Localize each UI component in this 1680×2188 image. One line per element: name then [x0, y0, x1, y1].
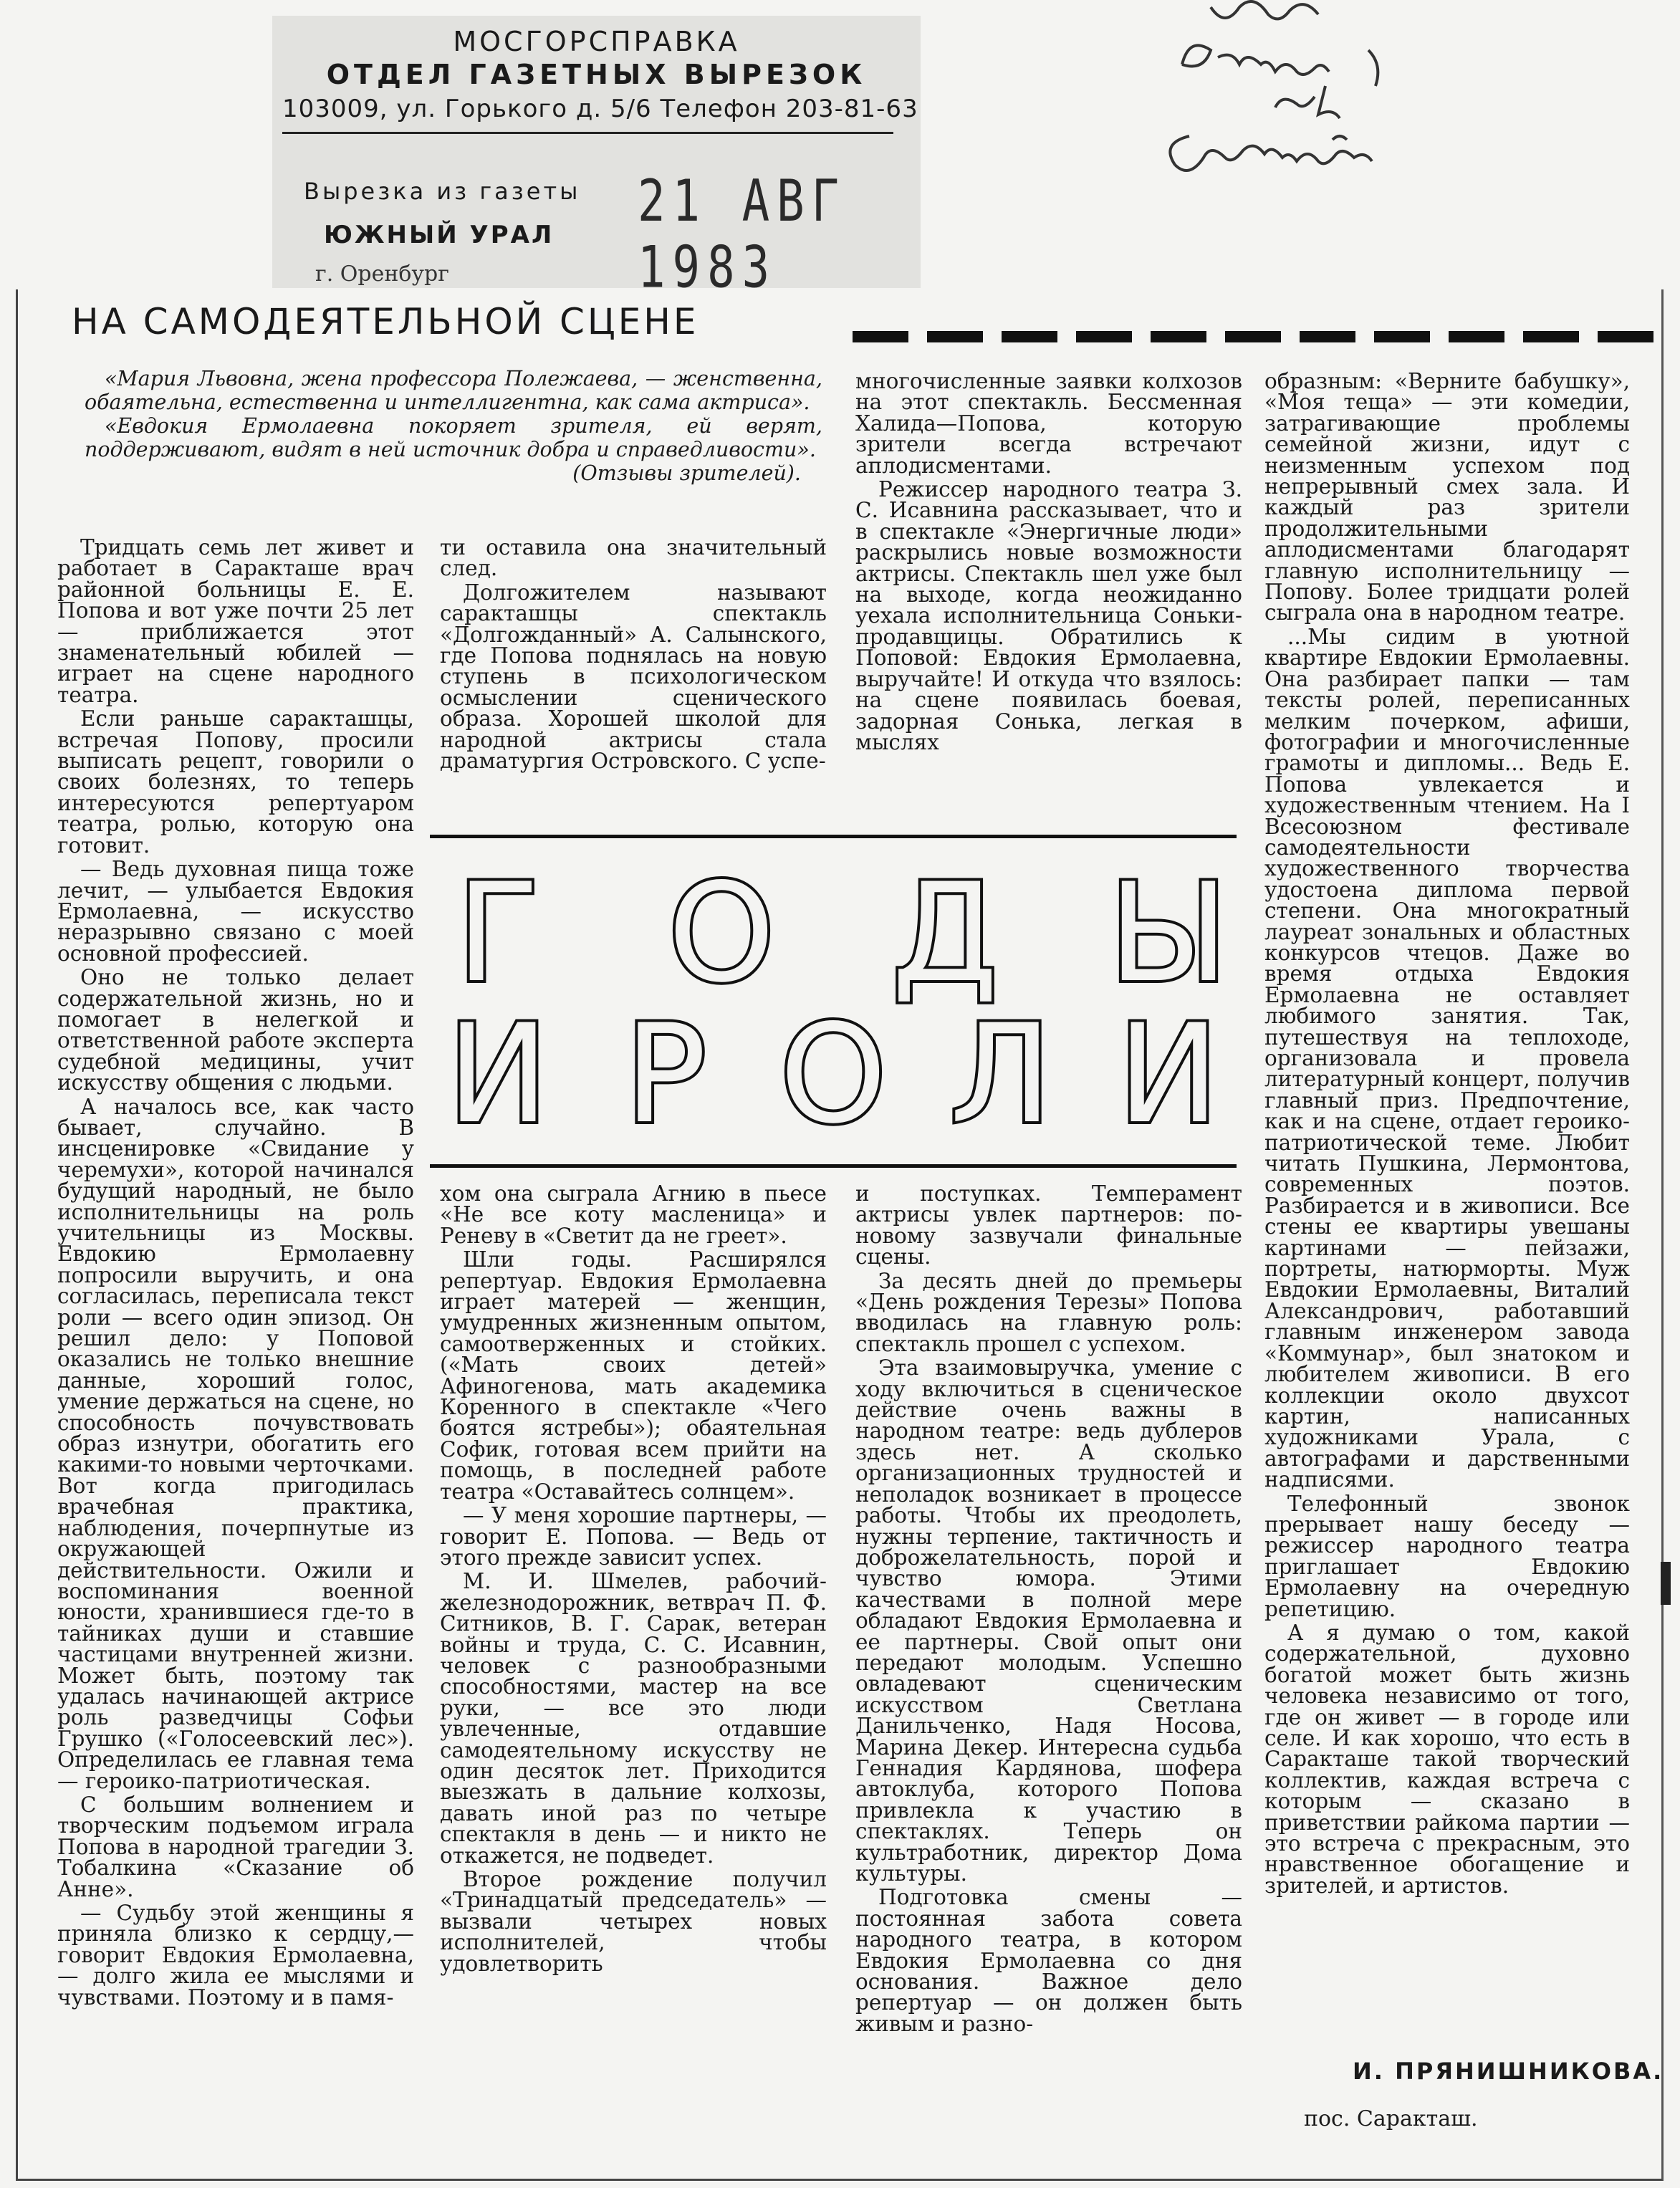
newspaper-name: ЮЖНЫЙ УРАЛ — [324, 221, 555, 249]
headline-letter: Р — [624, 995, 707, 1153]
paragraph: Если раньше саракташцы, встречая Попову, просили выписать рецепт, говорили о своих болезнях, то теперь интересуются репертуаром театра, ролью, которую она готовит. — [57, 706, 414, 858]
rubric-dash-rule — [853, 331, 1662, 342]
column-2-top — [440, 537, 827, 774]
paragraph: Оно не только делает содержательной жизнь, но и помогает в нелегкой и ответственной работе эксперта судебной медицины, учит искусству общения с людьми. — [57, 965, 414, 1095]
headline-letter: И — [1117, 995, 1220, 1153]
clip-label: Вырезка из газеты — [304, 178, 581, 205]
headline-letter: Д — [891, 854, 999, 1012]
paragraph: ...Мы сидим в уютной квартире Евдокии Ермолаевны. Она разбирает папки — там тексты ролей, переписанных мелким почерком, афиши, фотографии и многочисленные грамоты и дипломы... Ведь Е. Попова увлекается и художественным чтением. На I Всесоюзном фестивале самодеятельности художественного творчества удостоена диплома первой степени. Она многократный лауреат зональных и областных конкурсов чтецов. Даже во время отдыха Евдокия Ермолаевна не оставляет любимого занятия. Так, путешествуя на теплоходе, организовала и провела литературный концерт, получив главный приз. Предпочтение, как и на сцене, отдает героико-патриотической теме. Любит читать Пушкина, Лермонтова, современных поэтов. Разбирается и в живописи. Все стены ее квартиры увешаны картинами — пейзажи, портреты, натюрморты. Муж Евдокии Ермолаевны, Виталий Александрович, работавший главным инженером завода «Коммунар», был знатоком и любителем живописи. В его коллекции около двухсот картин, написанных художниками Урала, с автографами и дарственными надписями. — [1264, 624, 1630, 1492]
paragraph: С большим волнением и творческим подъемом играла Попова в народной трагедии З. Тобалкина «Сказание об Анне». — [57, 1792, 414, 1901]
headline-letter: Л — [949, 995, 1052, 1153]
handwritten-note — [1153, 0, 1469, 229]
column-1 — [57, 537, 414, 2011]
author-name: И. ПРЯНИШНИКОВА. — [1353, 2058, 1664, 2085]
stamp-divider — [282, 132, 893, 134]
column-3-top — [855, 371, 1242, 756]
paragraph: хом она сыграла Агнию в пьесе «Не все коту масленица» и Реневу в «Светит да не греет». — [440, 1181, 827, 1248]
headline-letter: Г — [456, 854, 539, 1012]
column-3-bottom — [855, 1181, 1242, 2038]
headline-line-2 — [430, 995, 1237, 1153]
headline-letter: О — [668, 854, 775, 1012]
rubric-title: НА САМОДЕЯТЕЛЬНОЙ СЦЕНЕ — [72, 301, 699, 342]
edge-mark — [1661, 1562, 1671, 1605]
paragraph: многочисленные заявки колхозов на этот спектакль. Бессменная Халида—Попова, которую зрители всегда встречают аплодисментами. — [855, 369, 1242, 478]
clipping-stamp — [272, 16, 921, 302]
paragraph: Эта взаимовыручка, умение с ходу включиться в сценическое действие очень важны в народном театре: ведь дублеров здесь нет. А сколько организационных трудностей и неполадок возникает в процессе работы. Чтобы их преодолеть, нужны терпение, тактичность и доброжелательность, порой и чувство юмора. Этими качествами в полной мере обладают Евдокия Ермолаевна и ее партнеры. Свой опыт они передают молодым. Успешно овладевают сценическим искусством Светлана Данильченко, Надя Носова, Марина Декер. Интересна судьба Геннадия Кардянова, шофера автоклуба, которого Попова привлекла к участию в спектаклях. Теперь он культработник, директор Дома культуры. — [855, 1355, 1242, 1886]
headline-letter: И — [446, 995, 549, 1153]
paragraph: Тридцать семь лет живет и работает в Саракташе врач районной больницы Е. Е. Попова и вот уже почти 25 лет— приближается этот знаменательный юбилей — играет на сцене народного театра. — [57, 535, 414, 707]
paragraph: ти оставила она значительный след. — [440, 535, 827, 581]
paragraph: образным: «Верните бабушку», «Моя теща» — эти комедии, затрагивающие проблемы семейной жизни, идут с неизменным успехом под непрерывный смех зала. И каждый раз зрители продолжительными аплодисментами благодарят главную исполнительницу — Попову. Более тридцати ролей сыграла она в народном театре. — [1264, 369, 1630, 625]
paragraph: Подготовка смены — постоянная забота совета народного театра, в котором Евдокия Ермолаевна со дня основания. Важное дело репертуар — он должен быть живым и разно- — [855, 1885, 1242, 2036]
paragraph: М. И. Шмелев, рабочий-железнодорожник, ветврач П. Ф. Ситников, В. Г. Сарак, ветеран войны и труда, С. С. Исавнин, человек с разнообразными способностями, мастер на все руки, — все это люди увлеченные, отдавшие самодеятельному искусству не один десяток лет. Приходится выезжать в дальние колхозы, давать иной раз по четыре спектакля в день — и никто не откажется, не подведет. — [440, 1569, 827, 1868]
paragraph: А началось все, как часто бывает, случайно. В инсценировке «Свидание у черемухи», которой начинался будущий народный, не было исполнительницы на роль учительницы из Москвы. Евдокию Ермолаевну попросили выручить, и она согласилась, переписала текст роли — всего один эпизод. Он решил дело: у Поповой оказались не только внешние данные, хороший голос, умение держаться на сцене, но способность почувствовать образ изнутри, обогатить его какими-то новыми черточками. Вот когда пригодилась врачебная практика, наблюдения, почерпнутые из окружающей действительности. Ожили и воспоминания военной юности, хранившиеся где-то в тайниках души и ставшие частицами внутренней жизни. Может быть, поэтому так удалась начинающей актрисе роль разведчицы Софьи Грушко («Голосеевский лес»). Определилась ее главная тема — героико-патриотическая. — [57, 1094, 414, 1793]
epigraph-source: (Отзывы зрителей). — [572, 461, 801, 485]
agency-address: 103009, ул. Горького д. 5/6 Телефон 203-81-63 — [282, 95, 918, 123]
epigraph-quote: «Мария Львовна, жена профессора Полежаева, — женственна, обаятельна, естественна и интеллигентна, как сама актриса». — [85, 367, 822, 414]
paragraph: — Ведь духовная пища тоже лечит, — улыбается Евдокия Ермолаевна, — искусство неразрывно связано с моей основной профессией. — [57, 857, 414, 966]
epigraph — [85, 367, 822, 485]
paragraph: А я думаю о том, какой содержательной, духовно богатой может быть жизнь человека независимо от того, где он живет — в городе или селе. И как хорошо, что есть в Саракташе такой творческий коллектив, каждая встреча с которым — сказано в приветствии райкома партии — это встреча с прекрасным, это нравственное обогащение и зрителей, и артистов. — [1264, 1620, 1630, 1898]
headline-letter: О — [779, 995, 887, 1153]
paragraph: Телефонный звонок прерывает нашу беседу — режиссер народного театра приглашает Евдокию Ермолаевну на очередную репетицию. — [1264, 1491, 1630, 1621]
paragraph: Второе рождение получил «Тринадцатый председатель» — вызвали четырех новых исполнителей, чтобы удовлетворить — [440, 1867, 827, 1976]
agency-name: МОСГОРСПРАВКА — [453, 26, 740, 57]
column-4 — [1264, 371, 1630, 1899]
clip-date: 21 АВГ 1983 — [638, 168, 847, 302]
handwriting-scribble — [1153, 0, 1469, 229]
author-place: пос. Саракташ. — [1304, 2106, 1478, 2131]
headline-block — [430, 835, 1237, 1168]
paragraph: и поступках. Темперамент актрисы увлек партнеров: по-новому зазвучали финальные сцены. — [855, 1181, 1242, 1270]
clip-city: г. Оренбург — [315, 261, 449, 287]
epigraph-quote: «Евдокия Ермолаевна покоряет зрителя, ей верят, поддерживают, видят в ней источник добра и справедливости». — [85, 414, 822, 461]
paragraph: Шли годы. Расширялся репертуар. Евдокия Ермолаевна играет матерей — женщин, умудренных жизненным опытом, самоотверженных и стойких. («Мать своих детей» Афиногенова, мать академика Коренного в спектакле «Чего боятся ястребы»); обаятельная Софик, готовая всем прийти на помощь, в последней работе театра «Оставайтесь солнцем». — [440, 1247, 827, 1504]
paragraph: Режиссер народного театра З. С. Исавнина рассказывает, что и в спектакле «Энергичные люди» раскрылись новые возможности актрисы. Спектакль шел уже был на выходе, когда неожиданно уехала исполнительница Соньки-продавщицы. Обратились к Поповой: Евдокия Ермолаевна, выручайте! И откуда что взялось: на сцене появилась боевая, задорная Сонька, легкая в мыслях — [855, 477, 1242, 754]
paragraph: Долгожителем называют саракташцы спектакль «Долгожданный» А. Салынского, где Попова поднялась на новую ступень в психологическом осмыслении сценического образа. Хорошей школой для народной актрисы стала драматургия Островского. С успе- — [440, 580, 827, 774]
paragraph: — У меня хорошие партнеры, — говорит Е. Попова. — Ведь от этого прежде зависит успех. — [440, 1503, 827, 1570]
column-2-bottom — [440, 1181, 827, 1977]
paragraph: — Судьбу этой женщины я приняла близко к сердцу,— говорит Евдокия Ермолаевна, — долго жила ее мыслями и чувствами. Поэтому и в памя- — [57, 1901, 414, 2010]
headline-letter: Ы — [1108, 854, 1229, 1012]
headline-line-1 — [430, 854, 1237, 1012]
paragraph: За десять дней до премьеры «День рождения Терезы» Попова вводилась на главную роль: спектакль прошел с успехом. — [855, 1268, 1242, 1356]
agency-department: ОТДЕЛ ГАЗЕТНЫХ ВЫРЕЗОК — [326, 59, 867, 90]
